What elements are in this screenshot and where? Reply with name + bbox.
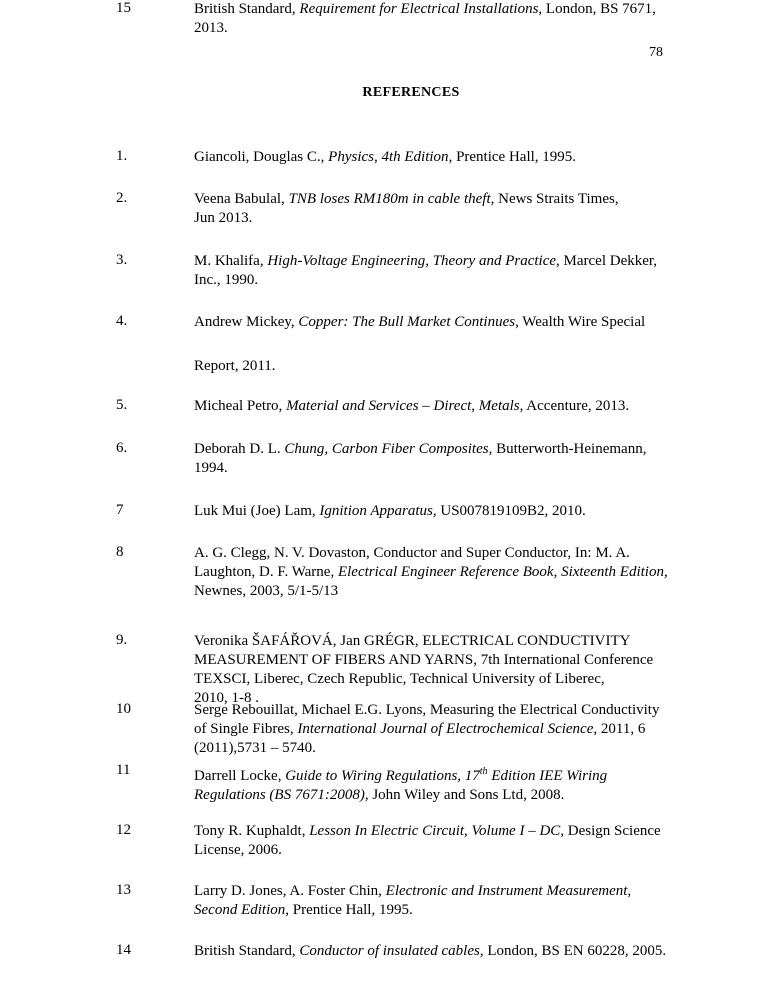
reference-segment: , Butterworth-Heinemann, 1994.	[194, 441, 647, 476]
reference-number: 9.	[116, 632, 128, 648]
reference-text	[194, 502, 674, 521]
reference-segment: Luk Mui (Joe) Lam,	[194, 503, 320, 519]
reference-segment: , Marcel Dekker, Inc., 1990.	[194, 253, 658, 288]
reference-text	[194, 190, 674, 228]
page-title: REFERENCES	[362, 85, 460, 100]
reference-segment: Jun 2013.	[194, 210, 253, 226]
reference-title-segment: Edition IEE Wiring Regulations (BS 7671:2008)	[194, 768, 608, 803]
reference-text	[194, 252, 674, 290]
reference-number: 2.	[116, 190, 128, 206]
reference-text	[194, 0, 674, 38]
reference-title-segment: Material and Services – Direct, Metals	[286, 398, 520, 414]
reference-segment: Micheal Petro,	[194, 398, 287, 414]
reference-number: 3.	[116, 252, 128, 268]
reference-segment: , Accenture, 2013.	[519, 398, 630, 414]
reference-segment: , Newnes, 2003, 5/1-5/13	[194, 564, 668, 599]
reference-segment: A. G. Clegg, N. V. Dovaston, Conductor and Super Conductor, In: M. A. Laughton, D. F. Warne,	[194, 545, 630, 580]
reference-number: 15	[116, 0, 131, 16]
reference-text	[194, 357, 674, 376]
reference-segment: British Standard,	[194, 1, 300, 17]
reference-number: 7	[116, 502, 124, 518]
reference-title-segment: Physics, 4th Edition	[328, 149, 449, 165]
reference-segment: Veronika ŠAFÁŘOVÁ, Jan GRÉGR, ELECTRICAL CONDUCTIVITY MEASUREMENT OF FIBERS AND YARNS, 7th International Conference TEXSCI, Liberec, Czech Republic, Technical University of Liberec,	[194, 633, 654, 687]
reference-title-segment: th	[479, 766, 488, 777]
reference-text	[194, 544, 674, 601]
reference-segment: Serge Rebouillat, Michael E.G. Lyons, Measuring the Electrical Conductivity of Single Fibres,	[194, 702, 660, 737]
reference-segment: , US007819109B2, 2010.	[432, 503, 586, 519]
reference-text	[194, 942, 674, 961]
reference-title-segment: TNB loses RM180m in cable theft	[288, 191, 491, 207]
reference-number: 5.	[116, 397, 128, 413]
reference-title-segment: Copper: The Bull Market Continues	[298, 314, 516, 330]
reference-number: 6.	[116, 440, 128, 456]
reference-text	[194, 882, 674, 920]
reference-title-segment: Ignition Apparatus	[319, 503, 433, 519]
reference-number: 4.	[116, 313, 128, 329]
reference-title-segment: Lesson In Electric Circuit, Volume I – DC	[309, 823, 561, 839]
reference-number: 14	[116, 942, 131, 958]
reference-text	[194, 397, 674, 416]
page-number: 78	[649, 45, 663, 60]
reference-title-segment: Electronic and Instrument Measurement, Second Edition	[194, 883, 632, 918]
reference-segment: , Prentice Hall, 1995.	[285, 902, 413, 918]
reference-segment: Andrew Mickey,	[194, 314, 299, 330]
reference-segment: Darrell Locke,	[194, 768, 286, 784]
reference-number: 1.	[116, 148, 128, 164]
reference-title-segment: High-Voltage Engineering, Theory and Practice	[267, 253, 557, 269]
reference-segment: Veena Babulal,	[194, 191, 289, 207]
reference-segment: Deborah D. L.	[194, 441, 285, 457]
reference-number: 12	[116, 822, 131, 838]
reference-segment: , Prentice Hall, 1995.	[448, 149, 577, 165]
reference-title-segment: Conductor of insulated cables	[299, 943, 480, 959]
reference-title-segment: International Journal of Electrochemical Science	[297, 721, 594, 737]
reference-text	[194, 313, 674, 332]
reference-title-segment: Chung, Carbon Fiber Composites	[284, 441, 489, 457]
reference-segment: , 2011, 6 (2011),5731 – 5740.	[194, 721, 646, 756]
reference-title-segment: Electrical Engineer Reference Book, Sixteenth Edition	[337, 564, 664, 580]
reference-segment: 2010, 1-8 .	[194, 690, 259, 706]
reference-text	[194, 440, 674, 478]
reference-title-segment: Guide to Wiring Regulations, 17	[285, 768, 480, 784]
reference-text	[194, 701, 674, 758]
reference-number: 8	[116, 544, 124, 560]
reference-number: 11	[116, 762, 131, 778]
reference-text	[194, 632, 674, 708]
reference-segment: M. Khalifa,	[194, 253, 268, 269]
reference-text	[194, 822, 674, 860]
reference-segment: Giancoli, Douglas C.,	[194, 149, 329, 165]
reference-segment: , Wealth Wire Special	[515, 314, 646, 330]
reference-text	[194, 762, 674, 805]
reference-text	[194, 148, 674, 167]
reference-segment: , London, BS 7671, 2013.	[194, 1, 656, 36]
reference-segment: Larry D. Jones, A. Foster Chin,	[194, 883, 386, 899]
reference-number: 10	[116, 701, 131, 717]
reference-segment: British Standard,	[194, 943, 300, 959]
reference-segment: , London, BS EN 60228, 2005.	[479, 943, 667, 959]
reference-segment: Tony R. Kuphaldt,	[194, 823, 310, 839]
reference-segment: , John Wiley and Sons Ltd, 2008.	[364, 787, 565, 803]
reference-title-segment: Requirement for Electrical Installations	[299, 1, 539, 17]
reference-segment: Report, 2011.	[194, 358, 276, 374]
reference-segment: , News Straits Times,	[490, 191, 619, 207]
reference-number: 13	[116, 882, 131, 898]
reference-segment: , Design Science License, 2006.	[194, 823, 661, 858]
